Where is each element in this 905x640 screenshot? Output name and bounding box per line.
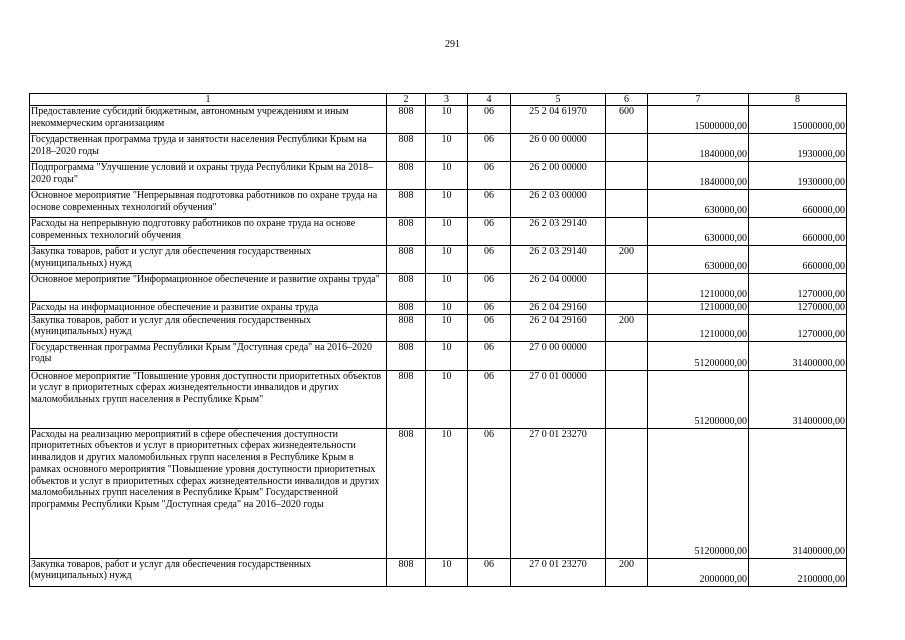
header-cell: 4 [468,94,511,106]
amount-year2-cell: 15000000,00 [749,106,847,134]
table-row [30,246,847,274]
subsection-code-cell: 06 [468,428,511,558]
amount-year1-cell: 2000000,00 [648,558,749,586]
target-article-cell: 26 0 00 00000 [511,134,606,162]
ministry-code-cell: 808 [387,274,426,302]
ministry-code-cell: 808 [387,314,426,341]
ministry-code-cell: 808 [387,370,426,428]
amount-year1-cell: 51200000,00 [648,370,749,428]
expense-type-cell [606,341,648,370]
subsection-code-cell: 06 [468,558,511,586]
target-article-cell: 26 2 03 29140 [511,218,606,246]
ministry-code-cell: 808 [387,134,426,162]
expense-type-cell: 200 [606,558,648,586]
table-row [30,370,847,428]
amount-year2-cell: 1270000,00 [749,314,847,341]
table-row [30,162,847,190]
amount-year2-cell: 1270000,00 [749,274,847,302]
ministry-code-cell: 808 [387,302,426,315]
section-code-cell: 10 [426,190,468,218]
target-article-cell: 26 2 04 29160 [511,302,606,315]
subsection-code-cell: 06 [468,370,511,428]
amount-year2-cell: 1270000,00 [749,302,847,315]
target-article-cell: 27 0 01 00000 [511,370,606,428]
section-code-cell: 10 [426,428,468,558]
expense-type-cell [606,428,648,558]
table-row [30,106,847,134]
page-number: 291 [445,39,460,50]
amount-year2-cell: 31400000,00 [749,428,847,558]
amount-year1-cell: 1210000,00 [648,274,749,302]
ministry-code-cell: 808 [387,341,426,370]
section-code-cell: 10 [426,314,468,341]
amount-year1-cell: 1840000,00 [648,134,749,162]
table-row [30,274,847,302]
item-name-cell: Расходы на непрерывную подготовку работников по охране труда на основе современных технологий обучения [30,218,387,246]
item-name-cell: Предоставление субсидий бюджетным, автономным учреждениям и иным некоммерческим организациям [30,106,387,134]
target-article-cell: 26 2 00 00000 [511,162,606,190]
amount-year2-cell: 31400000,00 [749,341,847,370]
ministry-code-cell: 808 [387,106,426,134]
ministry-code-cell: 808 [387,218,426,246]
amount-year1-cell: 51200000,00 [648,428,749,558]
amount-year2-cell: 1930000,00 [749,134,847,162]
target-article-cell: 26 2 03 29140 [511,246,606,274]
subsection-code-cell: 06 [468,218,511,246]
item-name-cell: Расходы на реализацию мероприятий в сфере обеспечения доступности приоритетных объектов и услуг в приоритетных сферах жизнедеятельности инвалидов и других маломобильных групп населения в Республике Крым в рамках основного мероприятия "Повышение уровня доступности приоритетных объектов и услуг в приоритетных сферах жизнедеятельности инвалидов и других маломобильных групп населения в Республике Крым" Государственной программы Республики Крым "Доступная среда" на 2016–2020 годы [30,428,387,558]
header-cell: 6 [606,94,648,106]
table-row [30,302,847,315]
subsection-code-cell: 06 [468,314,511,341]
expense-type-cell: 600 [606,106,648,134]
target-article-cell: 25 2 04 61970 [511,106,606,134]
item-name-cell: Основное мероприятие "Информационное обеспечение и развитие охраны труда" [30,274,387,302]
header-row [30,94,847,106]
amount-year2-cell: 660000,00 [749,190,847,218]
item-name-cell: Подпрограмма "Улучшение условий и охраны труда Республики Крым на 2018–2020 годы" [30,162,387,190]
expense-type-cell: 200 [606,246,648,274]
table-row [30,134,847,162]
expense-type-cell [606,274,648,302]
ministry-code-cell: 808 [387,162,426,190]
table-row [30,558,847,586]
subsection-code-cell: 06 [468,341,511,370]
amount-year1-cell: 15000000,00 [648,106,749,134]
subsection-code-cell: 06 [468,274,511,302]
header-cell: 7 [648,94,749,106]
target-article-cell: 27 0 01 23270 [511,428,606,558]
subsection-code-cell: 06 [468,190,511,218]
amount-year1-cell: 630000,00 [648,218,749,246]
section-code-cell: 10 [426,134,468,162]
ministry-code-cell: 808 [387,246,426,274]
item-name-cell: Закупка товаров, работ и услуг для обеспечения государственных (муниципальных) нужд [30,246,387,274]
expense-type-cell [606,218,648,246]
amount-year2-cell: 660000,00 [749,218,847,246]
amount-year1-cell: 1210000,00 [648,314,749,341]
subsection-code-cell: 06 [468,106,511,134]
expense-type-cell: 200 [606,314,648,341]
target-article-cell: 26 2 03 00000 [511,190,606,218]
amount-year1-cell: 1840000,00 [648,162,749,190]
subsection-code-cell: 06 [468,162,511,190]
amount-year1-cell: 630000,00 [648,246,749,274]
section-code-cell: 10 [426,218,468,246]
section-code-cell: 10 [426,370,468,428]
ministry-code-cell: 808 [387,428,426,558]
section-code-cell: 10 [426,162,468,190]
ministry-code-cell: 808 [387,558,426,586]
target-article-cell: 27 0 00 00000 [511,341,606,370]
section-code-cell: 10 [426,558,468,586]
header-cell: 3 [426,94,468,106]
header-cell: 1 [30,94,387,106]
section-code-cell: 10 [426,246,468,274]
item-name-cell: Основное мероприятие "Повышение уровня доступности приоритетных объектов и услуг в приоритетных сферах жизнедеятельности инвалидов и других маломобильных групп населения в Республике Крым" [30,370,387,428]
amount-year1-cell: 630000,00 [648,190,749,218]
table-row [30,314,847,341]
table-row [30,341,847,370]
expense-type-cell [606,162,648,190]
item-name-cell: Расходы на информационное обеспечение и развитие охраны труда [30,302,387,315]
item-name-cell: Основное мероприятие "Непрерывная подготовка работников по охране труда на основе современных технологий обучения" [30,190,387,218]
header-cell: 5 [511,94,606,106]
section-code-cell: 10 [426,302,468,315]
item-name-cell: Государственная программа Республики Крым "Доступная среда" на 2016–2020 годы [30,341,387,370]
section-code-cell: 10 [426,106,468,134]
header-cell: 2 [387,94,426,106]
ministry-code-cell: 808 [387,190,426,218]
subsection-code-cell: 06 [468,246,511,274]
amount-year2-cell: 660000,00 [749,246,847,274]
amount-year2-cell: 31400000,00 [749,370,847,428]
section-code-cell: 10 [426,274,468,302]
item-name-cell: Закупка товаров, работ и услуг для обеспечения государственных (муниципальных) нужд [30,558,387,586]
target-article-cell: 26 2 04 29160 [511,314,606,341]
table-row [30,190,847,218]
expense-type-cell [606,134,648,162]
subsection-code-cell: 06 [468,134,511,162]
table-row [30,218,847,246]
table-row [30,428,847,558]
amount-year2-cell: 2100000,00 [749,558,847,586]
header-cell: 8 [749,94,847,106]
amount-year2-cell: 1930000,00 [749,162,847,190]
amount-year1-cell: 51200000,00 [648,341,749,370]
section-code-cell: 10 [426,341,468,370]
expense-type-cell [606,190,648,218]
expense-type-cell [606,302,648,315]
amount-year1-cell: 1210000,00 [648,302,749,315]
expense-type-cell [606,370,648,428]
budget-table [29,93,847,587]
target-article-cell: 26 2 04 00000 [511,274,606,302]
item-name-cell: Закупка товаров, работ и услуг для обеспечения государственных (муниципальных) нужд [30,314,387,341]
subsection-code-cell: 06 [468,302,511,315]
item-name-cell: Государственная программа труда и занятости населения Республики Крым на 2018–2020 годы [30,134,387,162]
target-article-cell: 27 0 01 23270 [511,558,606,586]
